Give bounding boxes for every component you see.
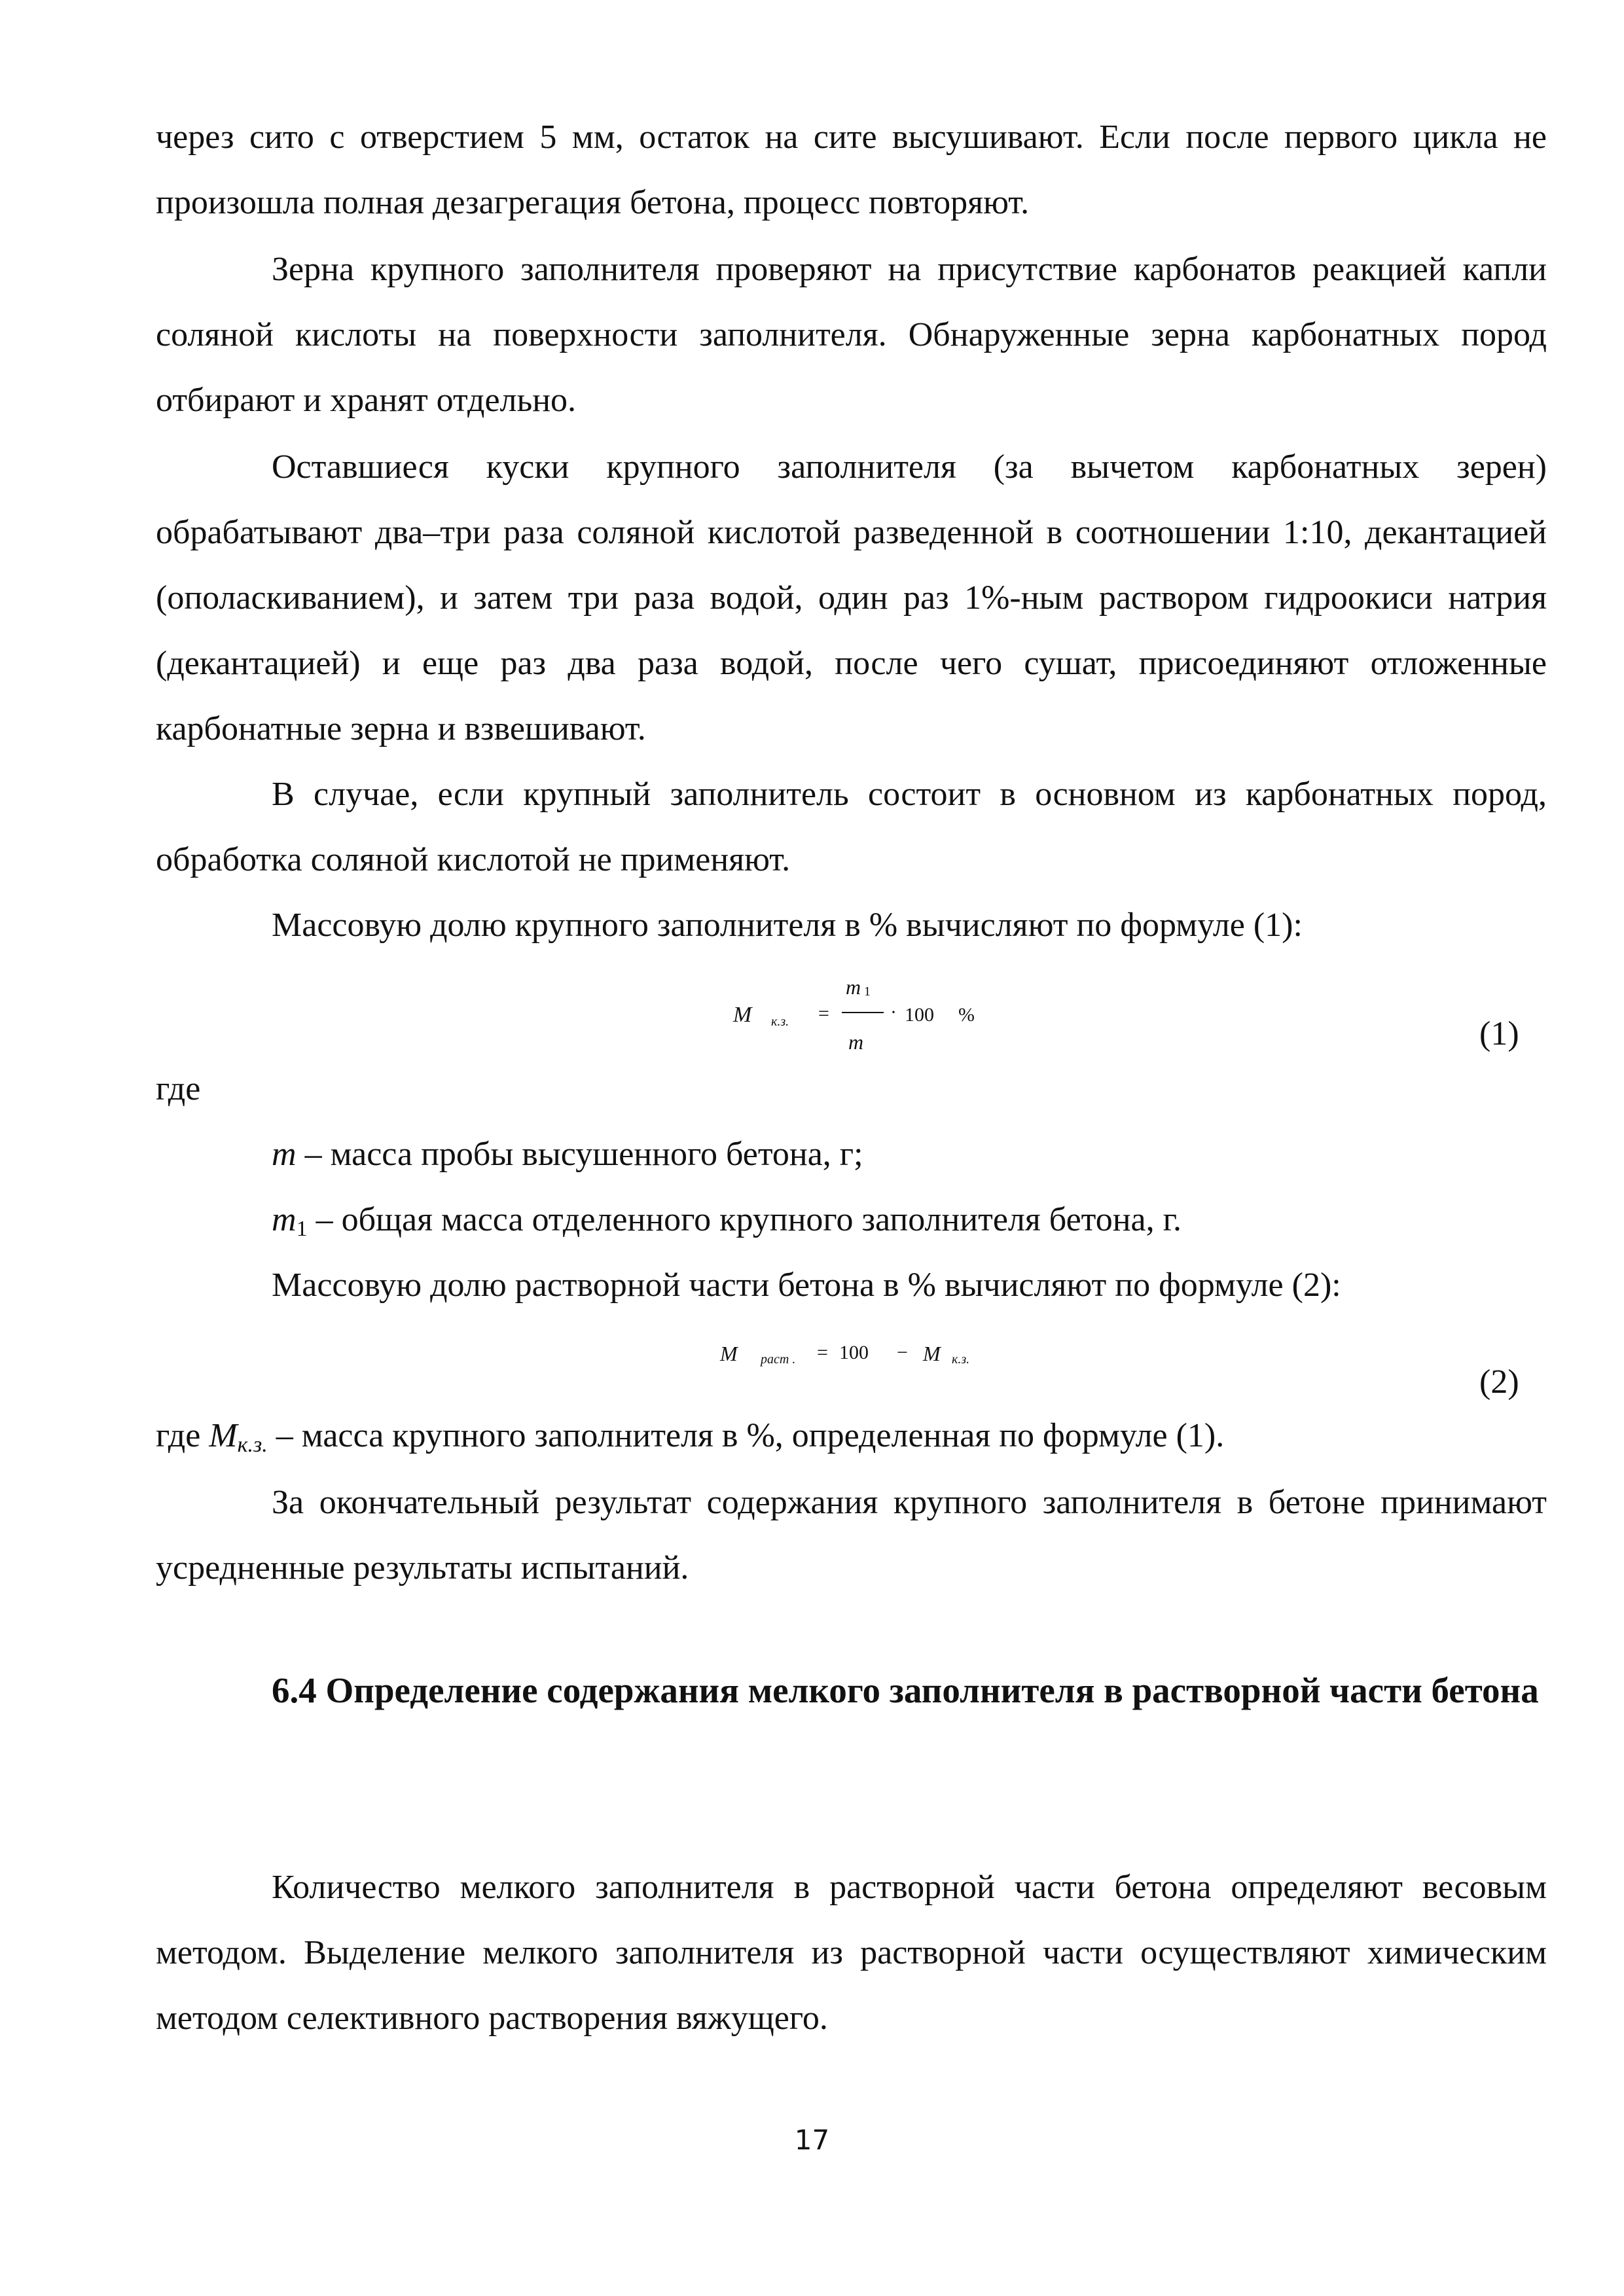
paragraph-formula2-intro: Массовую долю растворной части бетона в % вычисляют по формуле (2): bbox=[272, 1266, 1341, 1304]
paragraph-carbonates-check: Зерна крупного заполнителя проверяют на присутствие карбонатов реакцией капли соляной кислоты на поверхности заполнителя. Обнаруженные зерна карбонатных пород отбирают и хранят отдельно. bbox=[156, 251, 1547, 419]
formula-2-number: (2) bbox=[1479, 1363, 1519, 1401]
paragraph-acid-treatment: Оставшиеся куски крупного заполнителя (за вычетом карбонатных зерен) обрабатывают два–три раза соляной кислотой разведенной в соотношении 1:10, декантацией (ополаскиванием), и затем три раза водой, один раз 1%-ным раствором гидроокиси натрия (декантацией) и еще раз два раза водой, после чего сушат, присоединяют отложенные карбонатные зерна и взвешивают. bbox=[156, 448, 1547, 747]
where-label-2 bbox=[156, 1403, 1547, 1469]
formula-1-times: · bbox=[890, 1001, 897, 1023]
page-number: 17 bbox=[794, 2124, 830, 2156]
where-2-var: M bbox=[209, 1417, 238, 1454]
formula-1-number: (1) bbox=[1479, 1015, 1519, 1052]
definition-m-var: m bbox=[272, 1136, 297, 1173]
definition-m1 bbox=[272, 1187, 1547, 1253]
formula-1-lhs-sub: к.з. bbox=[771, 1014, 789, 1029]
formula-1-lhs: M bbox=[733, 1003, 752, 1027]
section-heading-6-4: 6.4 Определение содержания мелкого заполнителя в растворной части бетона bbox=[272, 1670, 1539, 1710]
formula-2-eq: = bbox=[817, 1342, 828, 1363]
formula-1-value: 100 bbox=[905, 1004, 934, 1026]
paragraph-carbonate-case: В случае, если крупный заполнитель состоит в основном из карбонатных пород, обработка соляной кислотой не применяют. bbox=[156, 776, 1547, 878]
formula-1-denominator: m bbox=[848, 1030, 864, 1054]
formula-2 bbox=[720, 1335, 1021, 1381]
where-2-sub: к.з. bbox=[237, 1433, 268, 1457]
formula-2-rhs-sub: к.з. bbox=[952, 1352, 970, 1367]
formula-2-minus: − bbox=[897, 1342, 908, 1363]
where-2-prefix: где bbox=[156, 1417, 209, 1454]
paragraph-sieve: через сито с отверстием 5 мм, остаток на сите высушивают. Если после первого цикла не произошла полная дезагрегация бетона, процесс повторяют. bbox=[156, 118, 1547, 221]
definition-m bbox=[272, 1122, 1547, 1187]
formula-1-fraction-bar bbox=[842, 1012, 884, 1013]
formula-1-eq: = bbox=[818, 1003, 829, 1024]
formula-1-numerator-sub: 1 bbox=[864, 984, 871, 999]
formula-2-lhs: M bbox=[720, 1342, 738, 1365]
formula-2-rhs: M bbox=[923, 1342, 941, 1365]
where-label-1: где bbox=[156, 1070, 201, 1107]
formula-1 bbox=[733, 975, 995, 1067]
paragraph-formula1-intro: Массовую долю крупного заполнителя в % вычисляют по формуле (1): bbox=[272, 906, 1303, 944]
paragraph-final-result: За окончательный результат содержания крупного заполнителя в бетоне принимают усредненные результаты испытаний. bbox=[156, 1484, 1547, 1587]
definition-m1-sub: 1 bbox=[296, 1217, 308, 1241]
definition-m1-text: – общая масса отделенного крупного заполнителя бетона, г. bbox=[307, 1201, 1182, 1238]
formula-1-numerator: m bbox=[846, 975, 861, 999]
definition-m1-var: m bbox=[272, 1201, 297, 1238]
definition-m-text: – масса пробы высушенного бетона, г; bbox=[296, 1136, 863, 1173]
formula-1-unit: % bbox=[958, 1004, 975, 1026]
where-2-text: – масса крупного заполнителя в %, определенная по формуле (1). bbox=[267, 1417, 1225, 1454]
formula-2-lhs-sub: раст . bbox=[761, 1352, 796, 1367]
formula-2-value: 100 bbox=[839, 1342, 869, 1363]
paragraph-fine-aggregate: Количество мелкого заполнителя в растворной части бетона определяют весовым методом. Выделение мелкого заполнителя из растворной части осуществляют химическим методом селективного растворения вяжущего. bbox=[156, 1869, 1547, 2037]
